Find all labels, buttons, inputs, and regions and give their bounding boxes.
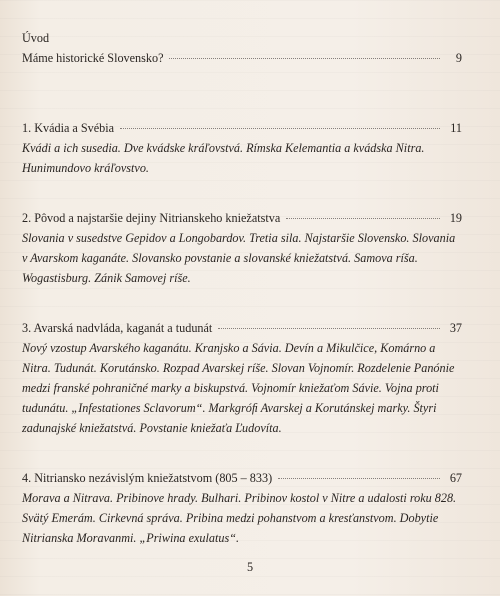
toc-intro-title: Máme historické Slovensko? (22, 51, 164, 65)
toc-chapter-4 (22, 468, 462, 548)
toc-intro (22, 28, 462, 68)
chapter-1-page: 11 (450, 121, 462, 135)
chapter-2-summary: Slovania v susedstve Gepidov a Longobardov. Tretia sila. Najstaršie Slovensko. Slovania v Avarskom kaganáte. Slovansko povstanie a slovanské kniežatstvá. Samova ríša. Wogastisburg. Zánik Samovej ríše. (22, 231, 456, 285)
dot-leaders (218, 328, 440, 329)
intro-heading: Úvod (22, 31, 50, 45)
chapter-3-title: 3. Avarská nadvláda, kaganát a tudunát (22, 321, 213, 335)
chapter-3-page: 37 (449, 321, 462, 335)
spacer (22, 288, 462, 318)
spacer (22, 68, 462, 98)
dot-leaders (278, 478, 440, 479)
chapter-4-summary: Morava a Nitrava. Pribinove hrady. Bulhari. Pribinov kostol v Nitre a udalosti roku 828. Svätý Emerám. Cirkevná správa. Pribina medzi pohanstvom a kresťanstvom. Dobytie Nitrianska Moravanmi. „Priwina exulatus“. (22, 491, 457, 545)
toc-intro-line (22, 48, 462, 68)
chapter-4-page: 67 (449, 471, 462, 485)
chapter-4-title: 4. Nitriansko nezávislým kniežatstvom (805 – 833) (22, 471, 273, 485)
toc-chapter-1 (22, 118, 462, 178)
chapter-1-title: 1. Kvádia a Svébia (22, 121, 115, 135)
dot-leaders (169, 58, 440, 59)
toc-intro-page: 9 (455, 51, 462, 65)
chapter-4-line (22, 468, 462, 488)
chapter-2-line (22, 208, 462, 228)
spacer (22, 178, 462, 208)
toc-chapter-2 (22, 208, 462, 288)
table-of-contents (22, 28, 462, 548)
chapter-1-summary: Kvádi a ich susedia. Dve kvádske kráľovstvá. Rímska Kelemantia a kvádska Nitra. Hunimundovo kráľovstvo. (22, 141, 425, 175)
page-number: 5 (246, 560, 254, 574)
spacer (22, 438, 462, 468)
chapter-1-line (22, 118, 462, 138)
chapter-2-title: 2. Pôvod a najstaršie dejiny Nitrianskeho kniežatstva (22, 211, 281, 225)
chapter-3-line (22, 318, 462, 338)
dot-leaders (286, 218, 440, 219)
spacer (22, 98, 462, 118)
toc-chapter-3 (22, 318, 462, 438)
dot-leaders (120, 128, 440, 129)
chapter-2-page: 19 (449, 211, 462, 225)
chapter-3-summary: Nový vzostup Avarského kaganátu. Kranjsko a Sávia. Devín a Mikulčice, Komárno a Nitra. Tudunát. Korutánsko. Rozpad Avarskej ríše. Slovan Vojnomír. Rozdelenie Panónie medzi franské pohraničné marky a biskupstvá. Vojnomír kniežaťom Sávie. Vojna proti tudunátu. „Infestationes Sclavorum“. Markgróﬁ Avarskej a Korutánskej marky. Štyri zadunajské kniežatstvá. Povstanie kniežaťa Ľudovíta. (22, 341, 455, 435)
